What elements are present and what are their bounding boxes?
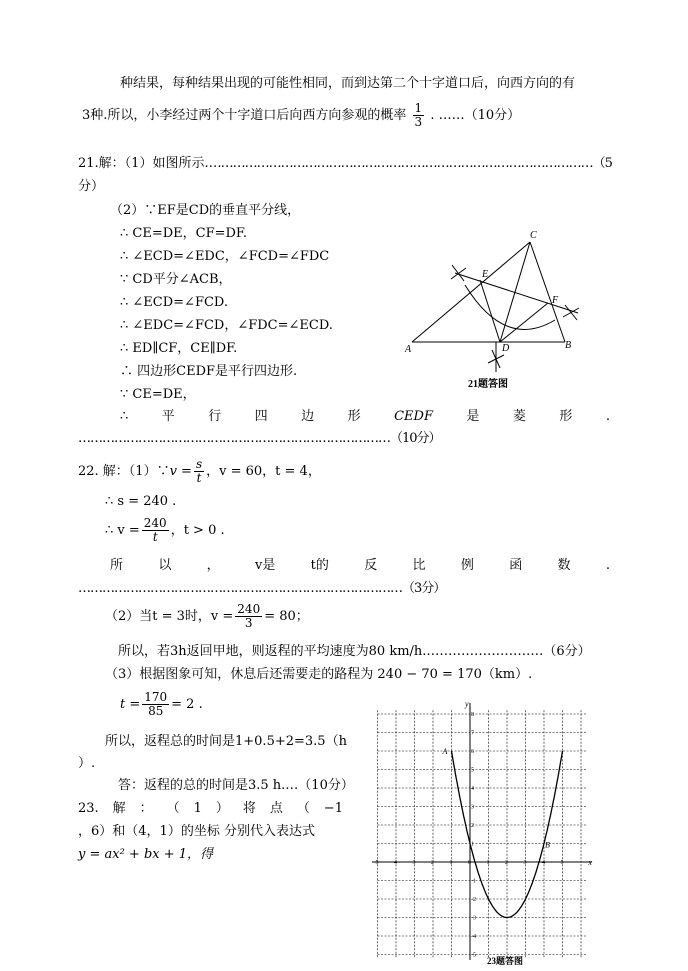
q22-line-10: ）. bbox=[78, 756, 96, 771]
q22-answer: 答：返程的总的时间是3.5 h.…（10分） bbox=[118, 778, 354, 793]
y-tick-label: 2 bbox=[471, 823, 474, 829]
label-e: E bbox=[482, 269, 489, 280]
y-tick-label: 6 bbox=[471, 749, 474, 755]
240-over-3: $\frac{240}{3}$ bbox=[237, 602, 261, 630]
y-tick-label: -5 bbox=[471, 952, 476, 959]
x-tick-label: 4 bbox=[542, 860, 545, 866]
q22-line-5: （2）当t = 3时，v = $\frac{240}{3}$ = 80； bbox=[105, 602, 309, 630]
label-c: C bbox=[530, 230, 537, 241]
top-line-1: 种结果，每种结果出现的可能性相同，而到达第二个十字道口后，向西方向的有 bbox=[120, 76, 576, 91]
q21-cont: 分） bbox=[78, 179, 105, 194]
point-b-label: B bbox=[545, 840, 550, 850]
q21-line-2: ∴ CE=DE，CF=DF. bbox=[120, 226, 248, 241]
label-a: A bbox=[405, 344, 412, 355]
q22-line-2: ∴ s = 240 . bbox=[105, 494, 177, 509]
q21-fig-caption: 21题答图 bbox=[468, 379, 508, 390]
x-tick-label: -4 bbox=[392, 860, 397, 866]
q23-line-3: y = ax² + bx + 1，得 bbox=[78, 847, 214, 862]
q21-line-5: ∴ ∠ECD=∠FCD. bbox=[120, 295, 228, 310]
q21-line-4: ∵ CD平分∠ACB， bbox=[120, 272, 232, 287]
top-line-2-text: 3种.所以，小李经过两个十字道口后向西方向参观的概率 bbox=[82, 108, 407, 123]
q22-line-3: ∴ v = $\frac{240}{t}$ ，t > 0 . bbox=[105, 516, 225, 544]
x-tick-label: -2 bbox=[429, 860, 434, 866]
q22-score-1: ………………………………………………………………………（3分） bbox=[78, 581, 446, 596]
y-tick-label: 5 bbox=[471, 767, 474, 774]
q21-line-3: ∴ ∠ECD=∠EDC，∠FCD=∠FDC bbox=[120, 249, 330, 264]
q21-conclusion: ∴ 平 行 四 边 形 CEDF 是 菱 形 . bbox=[120, 409, 610, 424]
x-tick-label: 5 bbox=[560, 860, 564, 866]
x-tick-label: 2 bbox=[505, 860, 508, 866]
240-over-t: $\frac{240}{t}$ bbox=[143, 516, 167, 544]
y-tick-label: -1 bbox=[471, 878, 476, 885]
q21-head: 21.解：（1）如图所示.……………………………………………………………………………………（5 bbox=[78, 156, 612, 171]
segment-cb bbox=[530, 242, 565, 342]
q21-line-8: ∴ 四边形CEDF是平行四边形. bbox=[120, 364, 298, 379]
y-tick-label: -2 bbox=[471, 897, 476, 903]
q22-line-9: 所以，返程总的时间是1+0.5+2=3.5（h bbox=[105, 734, 347, 749]
x-tick-label: -1 bbox=[447, 860, 453, 866]
top-line-2 bbox=[82, 102, 520, 129]
point-a-label: A bbox=[442, 747, 448, 756]
y-tick-label: 8 bbox=[471, 712, 474, 718]
q21-line-6: ∴ ∠EDC=∠FCD，∠FDC=∠ECD. bbox=[120, 318, 333, 333]
q23-figure bbox=[365, 699, 610, 970]
q21-line-1: （2）∵EF是CD的垂直平分线， bbox=[110, 203, 301, 218]
y-tick-label: 4 bbox=[471, 786, 474, 792]
q21-score: ……………………………………………………………………（10分） bbox=[78, 431, 441, 446]
probability-fraction: $\frac{1}{3}$ bbox=[414, 101, 423, 129]
q21-figure bbox=[400, 225, 590, 395]
q21-line-9: ∵ CE=DE， bbox=[120, 387, 196, 402]
y-tick-label: 1 bbox=[471, 841, 474, 848]
x-tick-label: 3 bbox=[523, 860, 527, 866]
s-over-t: $\frac{s}{t}$ bbox=[195, 457, 203, 485]
q22-head: 22. 解：（1）∵v = $\frac{s}{t}$ ，v = 60，t = 4， bbox=[78, 457, 321, 485]
x-tick-label: -3 bbox=[410, 860, 416, 866]
q22-line-6: 所以，若3h返回甲地，则返程的平均速度为80 km/h.………………………（6分） bbox=[118, 644, 591, 659]
axis-y-label: y bbox=[465, 699, 469, 709]
q22-line-7: （3）根据图象可知，休息后还需要走的路程为 240 − 70 = 170（km）. bbox=[105, 667, 533, 682]
y-tick-label: -3 bbox=[471, 915, 476, 922]
q22-line-8: t = $\frac{170}{85}$ = 2 . bbox=[120, 690, 203, 718]
line-ef bbox=[455, 273, 578, 313]
q23-line-2: ，6）和（4，1）的坐标 分别代入表达式 bbox=[78, 824, 315, 839]
segment-ed bbox=[480, 280, 500, 342]
170-over-85: $\frac{170}{85}$ bbox=[144, 690, 168, 718]
q23-fig-caption: 23题答图 bbox=[487, 956, 524, 966]
y-tick-label: 7 bbox=[471, 730, 474, 737]
label-f: F bbox=[552, 295, 559, 306]
q23-line-1: 23. 解 ： （ 1 ） 将 点 （ −1 bbox=[78, 801, 343, 816]
top-score: . ……（10分） bbox=[430, 108, 521, 123]
segment-df bbox=[500, 303, 548, 342]
x-tick-label: 1 bbox=[486, 860, 490, 866]
y-tick-label: -4 bbox=[471, 934, 476, 940]
label-d: D bbox=[502, 343, 510, 354]
y-tick-label: 3 bbox=[471, 804, 474, 811]
x-tick-label: -5 bbox=[373, 860, 379, 866]
q22-conclusion: 所 以 ， v是 t的 反 比 例 函 数 . bbox=[110, 558, 610, 573]
q21-line-7: ∴ ED∥CF，CE∥DF. bbox=[120, 341, 238, 356]
label-b: B bbox=[565, 340, 572, 351]
axis-x-label: x bbox=[588, 858, 592, 867]
x-tick-label: 0 bbox=[468, 860, 471, 866]
